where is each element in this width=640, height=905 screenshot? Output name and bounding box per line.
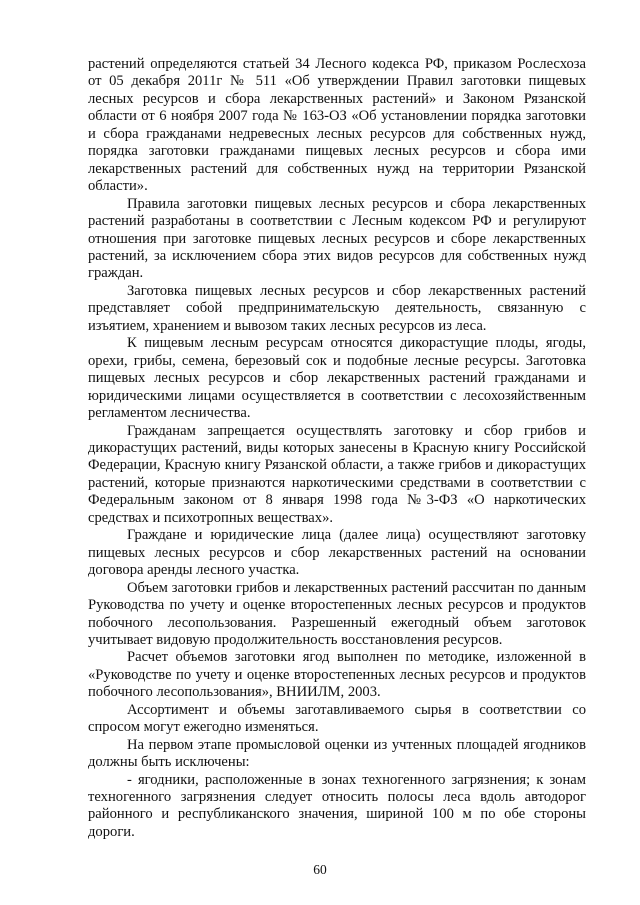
paragraph-2: Правила заготовки пищевых лесных ресурсов и сбора лекарственных растений разработаны в соответствии с Лесным кодексом РФ и регулируют отношения при заготовке пищевых лесных ресурсов и сборе лекарственных растений, за исключением сбора этих видов ресурсов для собственных нужд граждан. — [88, 195, 586, 282]
paragraph-3: Заготовка пищевых лесных ресурсов и сбор лекарственных растений представляет собой предпринимательскую деятельность, связанную с изъятием, хранением и вывозом таких лесных ресурсов из леса. — [88, 282, 586, 334]
paragraph-5: Гражданам запрещается осуществлять заготовку и сбор грибов и дикорастущих растений, виды которых занесены в Красную книгу Российской Федерации, Красную книгу Рязанской области, а также грибов и дикорастущих растений, которые признаются наркотическими средствами в соответствии с Федеральным законом от 8 января 1998 года №3-ФЗ «О наркотических средствах и психотропных веществах». — [88, 422, 586, 526]
paragraph-7: Объем заготовки грибов и лекарственных растений рассчитан по данным Руководства по учету и оценке второстепенных лесных ресурсов и продуктов побочного лесопользования. Разрешенный ежегодный объем заготовок учитывает видовую продолжительность восстановления ресурсов. — [88, 579, 586, 648]
paragraph-9: Ассортимент и объемы заготавливаемого сырья в соответствии со спросом могут ежегодно изменяться. — [88, 701, 586, 736]
page-number: 60 — [313, 862, 327, 877]
paragraph-6: Граждане и юридические лица (далее лица) осуществляют заготовку пищевых лесных ресурсов и сбор лекарственных растений на основании договора аренды лесного участка. — [88, 527, 586, 579]
paragraph-1: растений определяются статьей 34 Лесного кодекса РФ, приказом Рослесхоза от 05 декабря 2011г № 511 «Об утверждении Правил заготовки пищевых лесных ресурсов и сбора лекарственных растений» и Законом Рязанской области от 6 ноября 2007 года № 163-ОЗ «Об установлении порядка заготовки и сбора гражданами недревесных лесных ресурсов для собственных нужд, порядка заготовки гражданами пищевых лесных ресурсов и сбора ими лекарственных растений для собственных нужд на территории Рязанской области». — [88, 56, 586, 195]
paragraph-10: На первом этапе промысловой оценки из учтенных площадей ягодников должны быть исключены: — [88, 736, 586, 771]
paragraph-8: Расчет объемов заготовки ягод выполнен по методике, изложенной в «Руководстве по учету и оценке второстепенных лесных ресурсов и продуктов побочного лесопользования», ВНИИЛМ, 2003. — [88, 649, 586, 701]
document-body — [88, 56, 586, 841]
paragraph-4: К пищевым лесным ресурсам относятся дикорастущие плоды, ягоды, орехи, грибы, семена, березовый сок и подобные лесные ресурсы. Заготовка пищевых лесных ресурсов и сбор лекарственных растений гражданами и юридическими лицами осуществляется в соответствии с лесохозяйственным регламентом лесничества. — [88, 335, 586, 422]
paragraph-11: - ягодники, расположенные в зонах техногенного загрязнения; к зонам техногенного загрязнения следует относить полосы леса вдоль автодорог районного и республиканского значения, шириной 100 м по обе стороны дороги. — [88, 771, 586, 840]
